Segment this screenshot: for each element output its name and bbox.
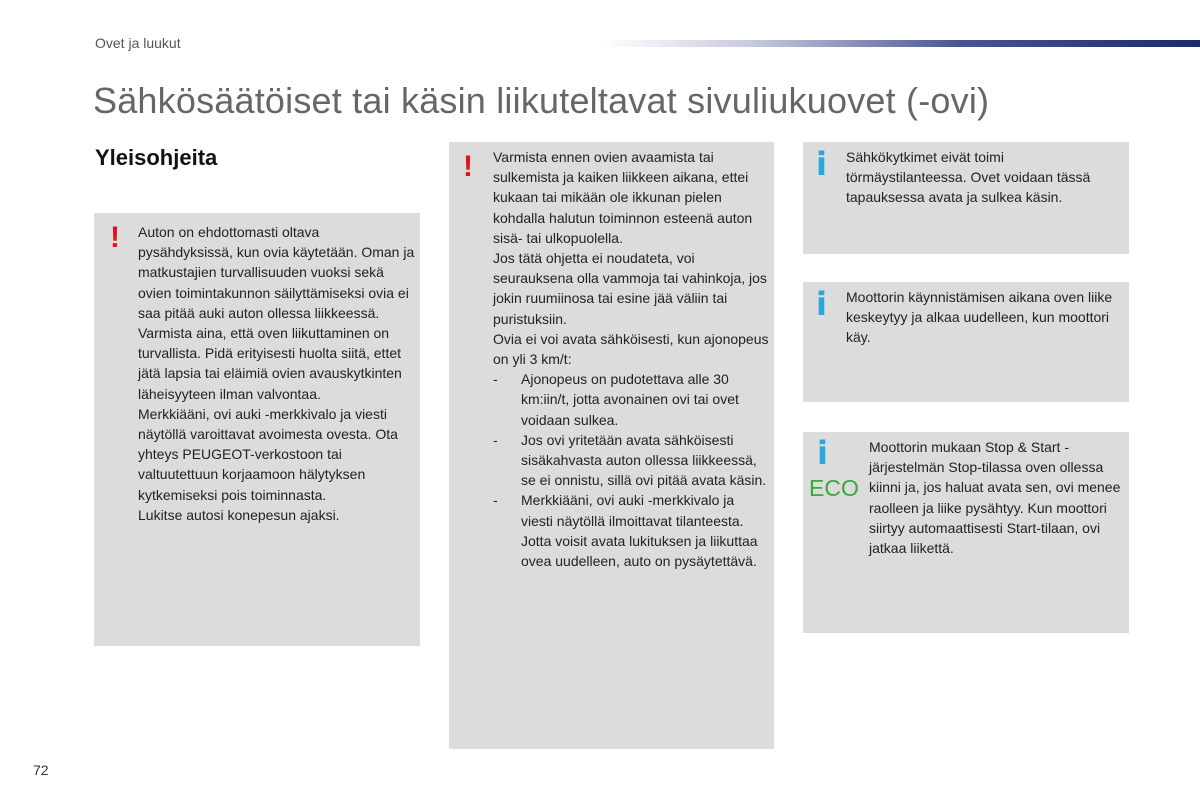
info-box-2	[803, 282, 1129, 402]
bullet-dash: -	[493, 492, 498, 509]
info-text-2-wrap	[846, 287, 1124, 348]
info-text: Moottorin käynnistämisen aikana oven liike keskeytyy ja alkaa uudelleen, kun moottori käy.	[846, 289, 1113, 346]
paragraph: Varmista aina, että oven liikuttaminen on turvallista. Pidä erityisesti huolta siitä, ettet jätä lapsia tai eläimiä ovien avauskytkinten läheisyyteen ilman valvontaa.	[138, 325, 402, 402]
info-icon: i	[817, 434, 828, 472]
eco-label: ECO	[809, 476, 859, 500]
warning-text-left	[138, 222, 416, 525]
list-item	[493, 369, 769, 430]
info-text: Sähkökytkimet eivät toimi törmäystilanteessa. Ovet voidaan tässä tapauksessa avata ja sulkea käsin.	[846, 149, 1091, 206]
list-item-text: Merkkiääni, ovi auki -merkkivalo ja viesti näytöllä ilmoittavat tilanteesta. Jotta voisit avata lukituksen ja liikuttaa ovea uudelleen, auto on pysäytettävä.	[521, 492, 758, 570]
info-icon: i	[816, 285, 827, 323]
page-title: Sähkösäätöiset tai käsin liikuteltavat sivuliukuovet (-ovi)	[93, 80, 990, 121]
section-label: Ovet ja luukut	[95, 35, 181, 51]
warning-exclamation-icon: !	[110, 221, 120, 254]
info-icon: i	[816, 145, 827, 183]
paragraph: Jos tätä ohjetta ei noudateta, voi seurauksena olla vammoja tai vahinkoja, jos jokin ruumiinosa tai esine jää väliin tai puristuksiin.	[493, 250, 767, 327]
subheading: Yleisohjeita	[95, 145, 218, 170]
list-item-text: Jos ovi yritetään avata sähköisesti sisäkahvasta auton ollessa liikkeessä, se ei onnistu, sillä ovi pitää avata käsin.	[521, 431, 767, 489]
info-text: Moottorin mukaan Stop & Start -järjestelmän Stop-tilassa oven ollessa kiinni ja, jos haluat avata sen, ovi menee raolleen ja liike pysähtyy. Kun moottori siirtyy automaattisesti Start-tilaan, ovi jatkaa liikettä.	[869, 439, 1121, 557]
paragraph: Ovia ei voi avata sähköisesti, kun ajonopeus on yli 3 km/t:	[493, 330, 769, 368]
bullet-dash: -	[493, 371, 498, 388]
paragraph: Lukitse autosi konepesun ajaksi.	[138, 506, 340, 523]
eco-icon	[809, 476, 861, 500]
info-box-1	[803, 142, 1129, 254]
list-item-text: Ajonopeus on pudotettava alle 30 km:iin/t, jotta avonainen ovi tai ovet voidaan sulkea.	[521, 371, 739, 428]
header-gradient-bar	[600, 40, 1200, 47]
warning-text-middle	[493, 147, 769, 571]
info-text-1-wrap	[846, 147, 1124, 208]
warning-box-middle	[449, 142, 774, 749]
paragraph: Varmista ennen ovien avaamista tai sulkemista ja kaiken liikkeen aikana, ettei kukaan tai mikään ole ikkunan pielen kohdalla halutun toiminnon esteenä auton sisä- tai ulkopuolella.	[493, 149, 753, 246]
paragraph: Merkkiääni, ovi auki -merkkivalo ja viesti näytöllä varoittavat avoimesta ovesta. Ota yhteys PEUGEOT-verkostoon tai valtuutettuun korjaamoon hälytyksen kytkemiseksi pois toiminnasta.	[138, 405, 398, 503]
list-item	[493, 430, 769, 491]
info-text-3-wrap	[869, 437, 1125, 558]
warning-box-left	[94, 213, 420, 646]
bullet-dash: -	[493, 431, 498, 448]
list-item	[493, 490, 769, 571]
bullet-list	[493, 369, 769, 571]
info-box-3	[803, 432, 1129, 633]
paragraph: Auton on ehdottomasti oltava pysähdyksissä, kun ovia käytetään. Oman ja matkustajien turvallisuuden vuoksi sekä ovien toimintakunnon säilyttämiseksi ovia ei saa pitää auki auton ollessa liikkeessä.	[138, 224, 415, 321]
warning-exclamation-icon: !	[463, 150, 473, 183]
page-number: 72	[33, 762, 49, 778]
